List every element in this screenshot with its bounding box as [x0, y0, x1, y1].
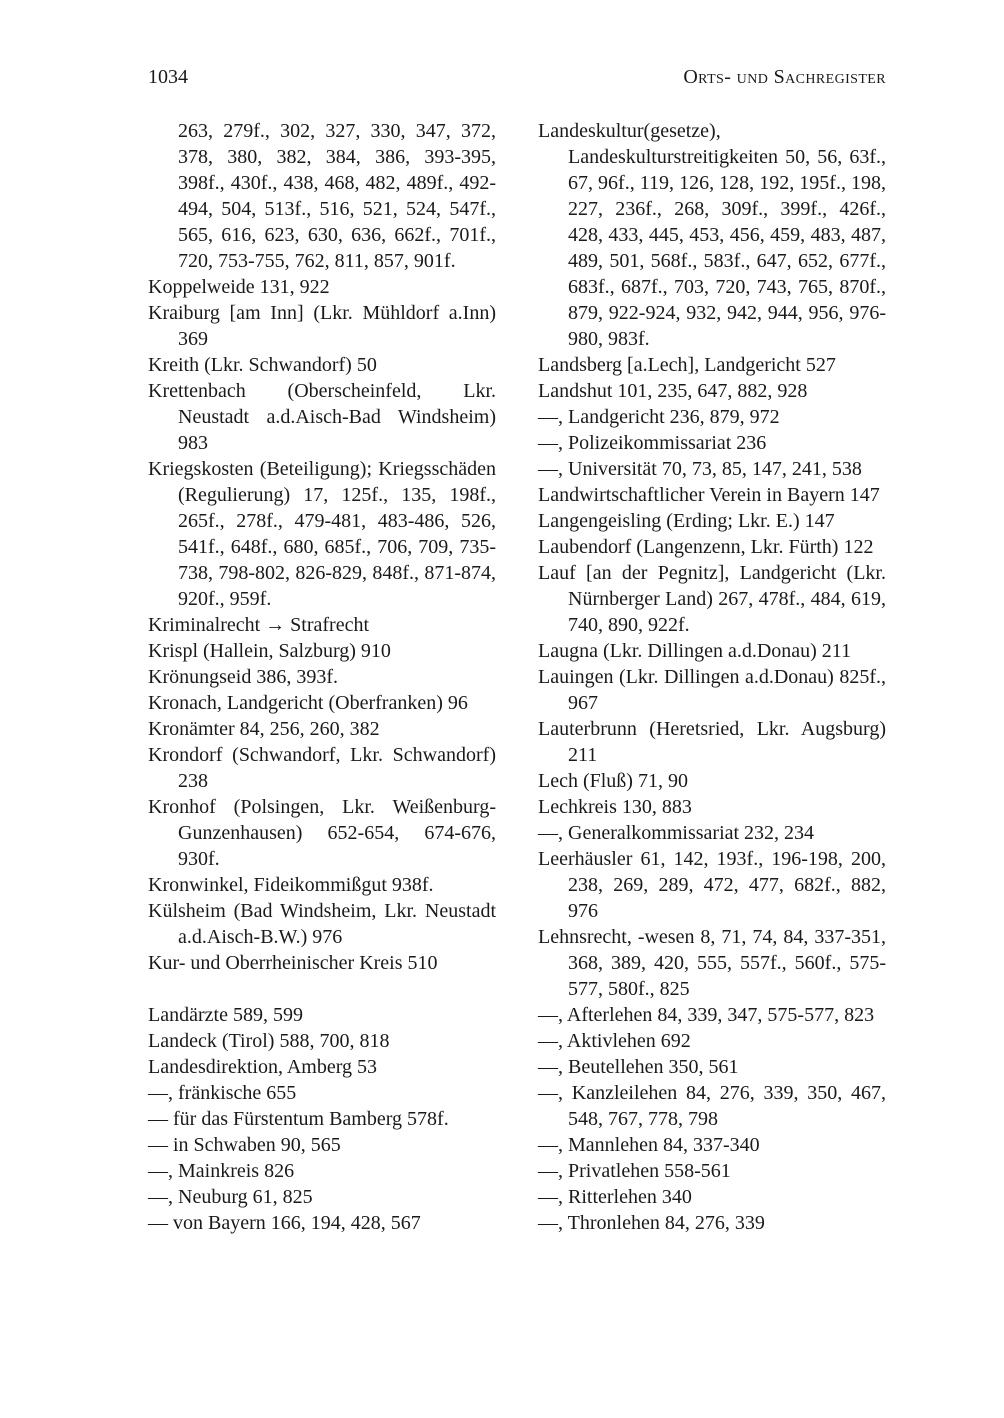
running-title: Orts- und Sachregister	[683, 66, 886, 88]
page-number: 1034	[148, 66, 188, 88]
index-entry: Kur- und Oberrheinischer Kreis 510	[148, 952, 438, 974]
index-entry: —, Beutellehen 350, 561	[538, 1056, 739, 1078]
index-entry: —, Mainkreis 826	[148, 1160, 295, 1182]
index-entry: Kronhof (Polsingen, Lkr. Weißenburg-Gunzenhausen) 652-654, 674-676, 930f.	[148, 796, 496, 870]
index-entry: Koppelweide 131, 922	[148, 276, 330, 298]
index-entry: 263, 279f., 302, 327, 330, 347, 372, 378, 380, 382, 384, 386, 393-395, 398f., 430f., 438, 468, 482, 489f., 492-494, 504, 513f., 516, 521, 524, 547f., 565, 616, 623, 630, 636, 662f., 701f., 720, 753-755, 762, 811, 857, 901f.	[178, 120, 496, 272]
index-entry: —, Mannlehen 84, 337-340	[538, 1134, 760, 1156]
index-entry: —, Landgericht 236, 879, 972	[538, 406, 780, 428]
index-entry: —, Afterlehen 84, 339, 347, 575-577, 823	[538, 1004, 875, 1026]
index-entry: Lauingen (Lkr. Dillingen a.d.Donau) 825f., 967	[538, 666, 886, 714]
index-entry: —, Neuburg 61, 825	[148, 1186, 313, 1208]
index-entry: Kriminalrecht → Strafrecht	[148, 614, 370, 636]
index-entry: —, Thronlehen 84, 276, 339	[538, 1212, 765, 1234]
index-entry: Külsheim (Bad Windsheim, Lkr. Neustadt a.d.Aisch-B.W.) 976	[148, 900, 496, 948]
index-entry: —, Universität 70, 73, 85, 147, 241, 538	[538, 458, 862, 480]
index-entry: Lauterbrunn (Heretsried, Lkr. Augsburg) 211	[538, 718, 886, 766]
index-entry: — für das Fürstentum Bamberg 578f.	[148, 1108, 449, 1130]
index-entry: Kronach, Landgericht (Oberfranken) 96	[148, 692, 468, 714]
index-entry: — in Schwaben 90, 565	[148, 1134, 341, 1156]
index-entry: Landesdirektion, Amberg 53	[148, 1056, 378, 1078]
index-entry: —, Aktivlehen 692	[538, 1030, 691, 1052]
index-entry: —, Ritterlehen 340	[538, 1186, 692, 1208]
index-entry: Krönungseid 386, 393f.	[148, 666, 338, 688]
index-entry: —, Kanzleilehen 84, 276, 339, 350, 467, 548, 767, 778, 798	[538, 1082, 886, 1130]
index-entry: —, Privatlehen 558-561	[538, 1160, 731, 1182]
index-entry: Laugna (Lkr. Dillingen a.d.Donau) 211	[538, 640, 852, 662]
index-entry: Kronwinkel, Fideikommißgut 938f.	[148, 874, 434, 896]
index-column-right	[538, 118, 886, 1236]
index-entry: Landärzte 589, 599	[148, 1004, 303, 1026]
index-entry: Krispl (Hallein, Salzburg) 910	[148, 640, 391, 662]
index-entry: Krettenbach (Oberscheinfeld, Lkr. Neustadt a.d.Aisch-Bad Windsheim) 983	[148, 380, 496, 454]
index-entry: — von Bayern 166, 194, 428, 567	[148, 1212, 421, 1234]
index-entry: Landeck (Tirol) 588, 700, 818	[148, 1030, 390, 1052]
index-entry: —, Generalkommissariat 232, 234	[538, 822, 815, 844]
index-entry: Landsberg [a.Lech], Landgericht 527	[538, 354, 836, 376]
index-entry: Laubendorf (Langenzenn, Lkr. Fürth) 122	[538, 536, 874, 558]
index-entry: —, fränkische 655	[148, 1082, 297, 1104]
index-entry: Langengeisling (Erding; Lkr. E.) 147	[538, 510, 835, 532]
index-entry: Landshut 101, 235, 647, 882, 928	[538, 380, 808, 402]
index-entry: Lechkreis 130, 883	[538, 796, 692, 818]
section-gap	[148, 976, 496, 1002]
index-entry: Lech (Fluß) 71, 90	[538, 770, 688, 792]
index-entry: Krondorf (Schwandorf, Lkr. Schwandorf) 238	[148, 744, 496, 792]
index-column-left	[148, 118, 496, 1236]
index-entry: Kriegskosten (Beteiligung); Kriegsschäden (Regulierung) 17, 125f., 135, 198f., 265f., 278f., 479-481, 483-486, 526, 541f., 648f., 680, 685f., 706, 709, 735-738, 798-802, 826-829, 848f., 871-874, 920f., 959f.	[148, 458, 496, 610]
index-entry: Kronämter 84, 256, 260, 382	[148, 718, 380, 740]
index-entry: Kraiburg [am Inn] (Lkr. Mühldorf a.Inn) 369	[148, 302, 496, 350]
index-entry: Landwirtschaftlicher Verein in Bayern 147	[538, 484, 880, 506]
index-entry: Kreith (Lkr. Schwandorf) 50	[148, 354, 377, 376]
index-entry: Lauf [an der Pegnitz], Landgericht (Lkr. Nürnberger Land) 267, 478f., 484, 619, 740, 890, 922f.	[538, 562, 886, 636]
index-entry: —, Polizeikommissariat 236	[538, 432, 767, 454]
index-entry: Lehnsrecht, -wesen 8, 71, 74, 84, 337-351, 368, 389, 420, 555, 557f., 560f., 575-577, 580f., 825	[538, 926, 886, 1000]
index-entry: Landeskultur(gesetze), Landeskulturstreitigkeiten 50, 56, 63f., 67, 96f., 119, 126, 128, 192, 195f., 198, 227, 236f., 268, 309f., 399f., 426f., 428, 433, 445, 453, 456, 459, 483, 487, 489, 501, 568f., 583f., 647, 652, 677f., 683f., 687f., 703, 720, 743, 765, 870f., 879, 922-924, 932, 942, 944, 956, 976-980, 983f.	[538, 120, 886, 350]
index-entry: Leerhäusler 61, 142, 193f., 196-198, 200, 238, 269, 289, 472, 477, 682f., 882, 976	[538, 848, 886, 922]
